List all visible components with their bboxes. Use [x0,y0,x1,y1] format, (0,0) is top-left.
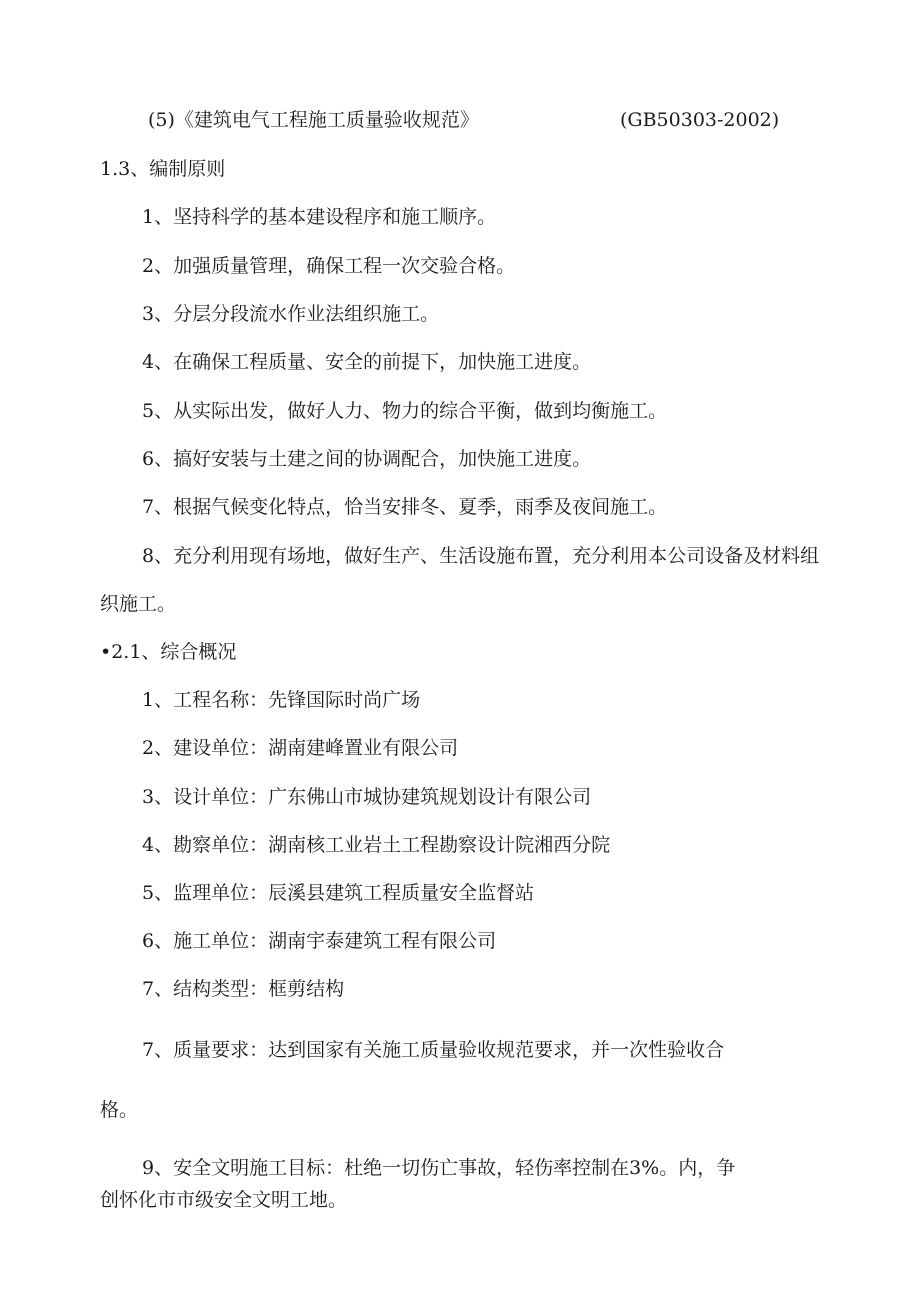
overview-item-contractor: 6、施工单位：湖南宇泰建筑工程有限公司 [142,930,497,952]
overview-item-quality-line-1: 7、质量要求：达到国家有关施工质量验收规范要求，并一次性验收合 [142,1039,725,1061]
principle-item-3: 3、分层分段流水作业法组织施工。 [142,303,440,325]
overview-item-developer: 2、建设单位：湖南建峰置业有限公司 [142,737,459,759]
overview-item-project-name: 1、工程名称：先锋国际时尚广场 [142,689,421,711]
section-heading-2-1: •2.1、综合概况 [100,641,237,663]
principle-item-7: 7、根据气候变化特点，恰当安排冬、夏季，雨季及夜间施工。 [142,496,668,518]
reference-standard-code: (GB50303-2002) [620,109,780,131]
principle-item-8-line-1: 8、充分利用现有场地，做好生产、生活设施布置，充分利用本公司设备及材料组 [142,545,820,567]
principle-item-2: 2、加强质量管理，确保工程一次交验合格。 [142,255,516,277]
reference-item-5: (5)《建筑电气工程施工质量验收规范》 [148,109,479,131]
overview-item-structure-type: 7、结构类型：框剪结构 [142,978,345,1000]
overview-item-surveyor: 4、勘察单位：湖南核工业岩土工程勘察设计院湘西分院 [142,834,611,856]
principle-item-6: 6、搞好安装与土建之间的协调配合，加快施工进度。 [142,448,592,470]
overview-item-safety-line-2: 创怀化市市级安全文明工地。 [100,1189,348,1211]
overview-item-safety-line-1: 9、安全文明施工目标：杜绝一切伤亡事故，轻伤率控制在3%。内，争 [142,1157,736,1179]
overview-item-quality-line-2: 格。 [100,1099,139,1121]
principle-item-4: 4、在确保工程质量、安全的前提下，加快施工进度。 [142,351,592,373]
principle-item-5: 5、从实际出发，做好人力、物力的综合平衡，做到均衡施工。 [142,400,668,422]
principle-item-1: 1、坚持科学的基本建设程序和施工顺序。 [142,206,497,228]
overview-item-supervisor: 5、监理单位：辰溪县建筑工程质量安全监督站 [142,882,535,904]
overview-item-designer: 3、设计单位：广东佛山市城协建筑规划设计有限公司 [142,786,592,808]
principle-item-8-line-2: 织施工。 [100,593,177,615]
section-heading-1-3: 1.3、编制原则 [100,158,226,180]
